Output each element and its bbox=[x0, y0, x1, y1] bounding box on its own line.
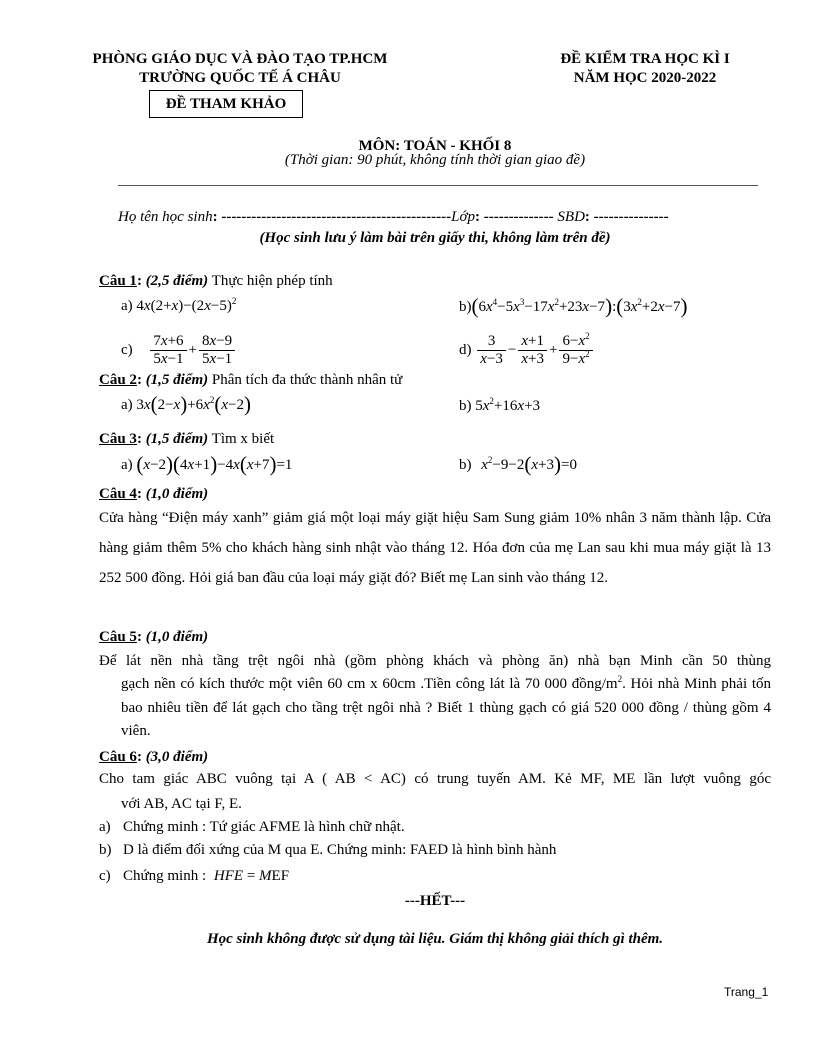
school-year: NĂM HỌC 2020-2022 bbox=[573, 70, 717, 86]
question-6-heading: Câu 6: (3,0 điểm) bbox=[99, 749, 209, 765]
q2-part-b bbox=[459, 396, 540, 416]
q2-part-a bbox=[121, 394, 251, 415]
question-points: (1,0 điểm) bbox=[141, 486, 209, 502]
part-text: Chứng minh : bbox=[123, 868, 207, 884]
school-department: PHÒNG GIÁO DỤC VÀ ĐÀO TẠO TP.HCM bbox=[92, 51, 388, 67]
question-label: Câu 2 bbox=[99, 372, 137, 388]
q6c-expression: HFE = MEF bbox=[213, 868, 290, 884]
q1c-expression: $\frac{7x+6}{5x-1}$ + $\frac{8x-9}{5x-1}$ bbox=[148, 342, 237, 358]
question-points: (1,5 điểm) bbox=[141, 372, 209, 388]
question-4-heading: Câu 4: (1,0 điểm) bbox=[99, 486, 209, 502]
part-label: b) bbox=[99, 842, 112, 858]
school-name: TRƯỜNG QUỐC TẾ Á CHÂU bbox=[139, 70, 341, 86]
part-text: Chứng minh : Tứ giác AFME là hình chữ nhật. bbox=[123, 819, 405, 835]
part-label: a) bbox=[121, 298, 133, 314]
question-label: Câu 4 bbox=[99, 486, 137, 502]
q3-part-b bbox=[459, 454, 577, 475]
q1-part-b bbox=[459, 296, 688, 317]
q6-part-b bbox=[99, 840, 556, 860]
part-label: a) bbox=[121, 457, 133, 473]
class-dashes: : -------------- bbox=[474, 209, 558, 225]
q3b-expression: $x^2-9-2(x+3)=0$ bbox=[481, 452, 577, 476]
name-label: Họ tên học sinh bbox=[118, 209, 213, 225]
q5-superscript: 2 bbox=[617, 674, 623, 684]
exam-title: ĐỀ KIỂM TRA HỌC KÌ I bbox=[560, 51, 730, 67]
part-label: a) bbox=[99, 819, 111, 835]
q3-part-a bbox=[121, 454, 292, 475]
q2b-expression: $5x^2+16x+3$ bbox=[475, 396, 541, 414]
question-5-line-1: Để lát nền nhà tầng trệt ngôi nhà (gồm phòng khách và phòng ăn) nhà bạn Minh cần 50 thùng bbox=[99, 653, 771, 669]
question-5-body bbox=[121, 673, 771, 744]
q1-part-d bbox=[459, 333, 595, 368]
time-note: (Thời gian: 90 phút, không tính thời gian giao đề) bbox=[284, 152, 586, 168]
divider-line bbox=[118, 185, 758, 186]
question-label: Câu 1 bbox=[99, 273, 137, 289]
question-points: (2,5 điểm) bbox=[141, 273, 209, 289]
class-label: Lớp bbox=[451, 209, 475, 225]
end-marker: ---HẾT--- bbox=[404, 893, 466, 909]
part-label: c) bbox=[99, 868, 111, 884]
footer-note: Học sinh không được sử dụng tài liệu. Giám thị không giải thích gì thêm. bbox=[206, 931, 664, 947]
part-label: c) bbox=[121, 341, 133, 358]
part-label: b) bbox=[459, 299, 472, 315]
part-label: a) bbox=[121, 397, 133, 413]
question-1-heading: Câu 1: (2,5 điểm) Thực hiện phép tính bbox=[99, 273, 333, 289]
q1a-expression: $4x(2+x)-(2x-5)^2$ bbox=[136, 296, 237, 314]
student-info-line bbox=[118, 207, 758, 227]
part-label: b) bbox=[459, 457, 472, 473]
q5-text-b: . Hỏi nhà Minh phải tốn bao nhiêu tiền để lát gạch cho tầng trệt ngôi nhà ? Biết 1 thùng gạch có giá 520 000 đồng / thùng gồm 4 viên. bbox=[121, 676, 772, 739]
q2a-expression: $3x(2-x)+6x^2(x-2)$ bbox=[136, 392, 251, 416]
q6-part-a bbox=[99, 817, 405, 837]
page-number: Trang_1 bbox=[724, 985, 769, 999]
question-label: Câu 6 bbox=[99, 749, 137, 765]
name-dashes: : ---------------------------------------------- bbox=[212, 209, 452, 225]
q5-text-a: gạch nền có kích thước một viên 60 cm x 60cm .Tiền công lát là 70 000 đồng/m bbox=[121, 676, 618, 692]
q1-part-c bbox=[121, 333, 237, 368]
question-label: Câu 3 bbox=[99, 431, 137, 447]
question-label: Câu 5 bbox=[99, 629, 137, 645]
q1d-expression: $\frac{3}{x-3}$ − $\frac{x+1}{x+3}$ + $\frac{6-x^2}{9-x^2}$ bbox=[475, 342, 594, 358]
question-5-heading: Câu 5: (1,0 điểm) bbox=[99, 629, 209, 645]
question-4-body: Cửa hàng “Điện máy xanh” giảm giá một loại máy giặt hiệu Sam Sung giảm 10% nhân 3 năm thành lập. Cửa hàng giảm thêm 5% cho khách hàng sinh nhật vào tháng 12. Hóa đơn của mẹ Lan sau khi mua máy giặt là 13 252 500 đồng. Hỏi giá ban đầu của loại máy giặt đó? Biết mẹ Lan sinh vào tháng 12. bbox=[99, 510, 771, 586]
sbd-label: SBD bbox=[557, 209, 585, 225]
sbd-dashes: : --------------- bbox=[584, 209, 669, 225]
part-label: b) bbox=[459, 398, 472, 414]
question-3-heading: Câu 3: (1,5 điểm) Tìm x biết bbox=[99, 431, 275, 447]
q1b-expression: $(6x^4-5x^3-17x^2+23x-7):(3x^2+2x-7)$ bbox=[471, 294, 688, 318]
part-label: d) bbox=[459, 341, 472, 358]
question-points: (3,0 điểm) bbox=[141, 749, 209, 765]
question-points: (1,0 điểm) bbox=[141, 629, 209, 645]
q1-part-a bbox=[121, 296, 236, 316]
question-6-line-1: Cho tam giác ABC vuông tại A ( AB < AC) có trung tuyến AM. Kẻ MF, ME lần lượt vuông góc bbox=[99, 771, 771, 787]
q3a-expression: (x−2)(4x+1)−4x(x+7)=1 bbox=[136, 452, 293, 476]
reference-exam-box: ĐỀ THAM KHẢO bbox=[149, 90, 303, 118]
question-6-line-2: với AB, AC tại F, E. bbox=[121, 796, 242, 812]
subject-title: MÔN: TOÁN - KHỐI 8 bbox=[358, 138, 512, 154]
question-2-heading: Câu 2: (1,5 điểm) Phân tích đa thức thành nhân tử bbox=[99, 372, 403, 388]
instruction-note: (Học sinh lưu ý làm bài trên giấy thi, không làm trên đề) bbox=[259, 230, 611, 246]
question-text: Phân tích đa thức thành nhân tử bbox=[208, 372, 403, 388]
q6-part-c bbox=[99, 866, 289, 886]
question-points: (1,5 điểm) bbox=[141, 431, 209, 447]
question-text: Tìm x biết bbox=[208, 431, 275, 447]
part-text: D là điểm đối xứng của M qua E. Chứng minh: FAED là hình bình hành bbox=[123, 842, 557, 858]
question-text: Thực hiện phép tính bbox=[208, 273, 333, 289]
